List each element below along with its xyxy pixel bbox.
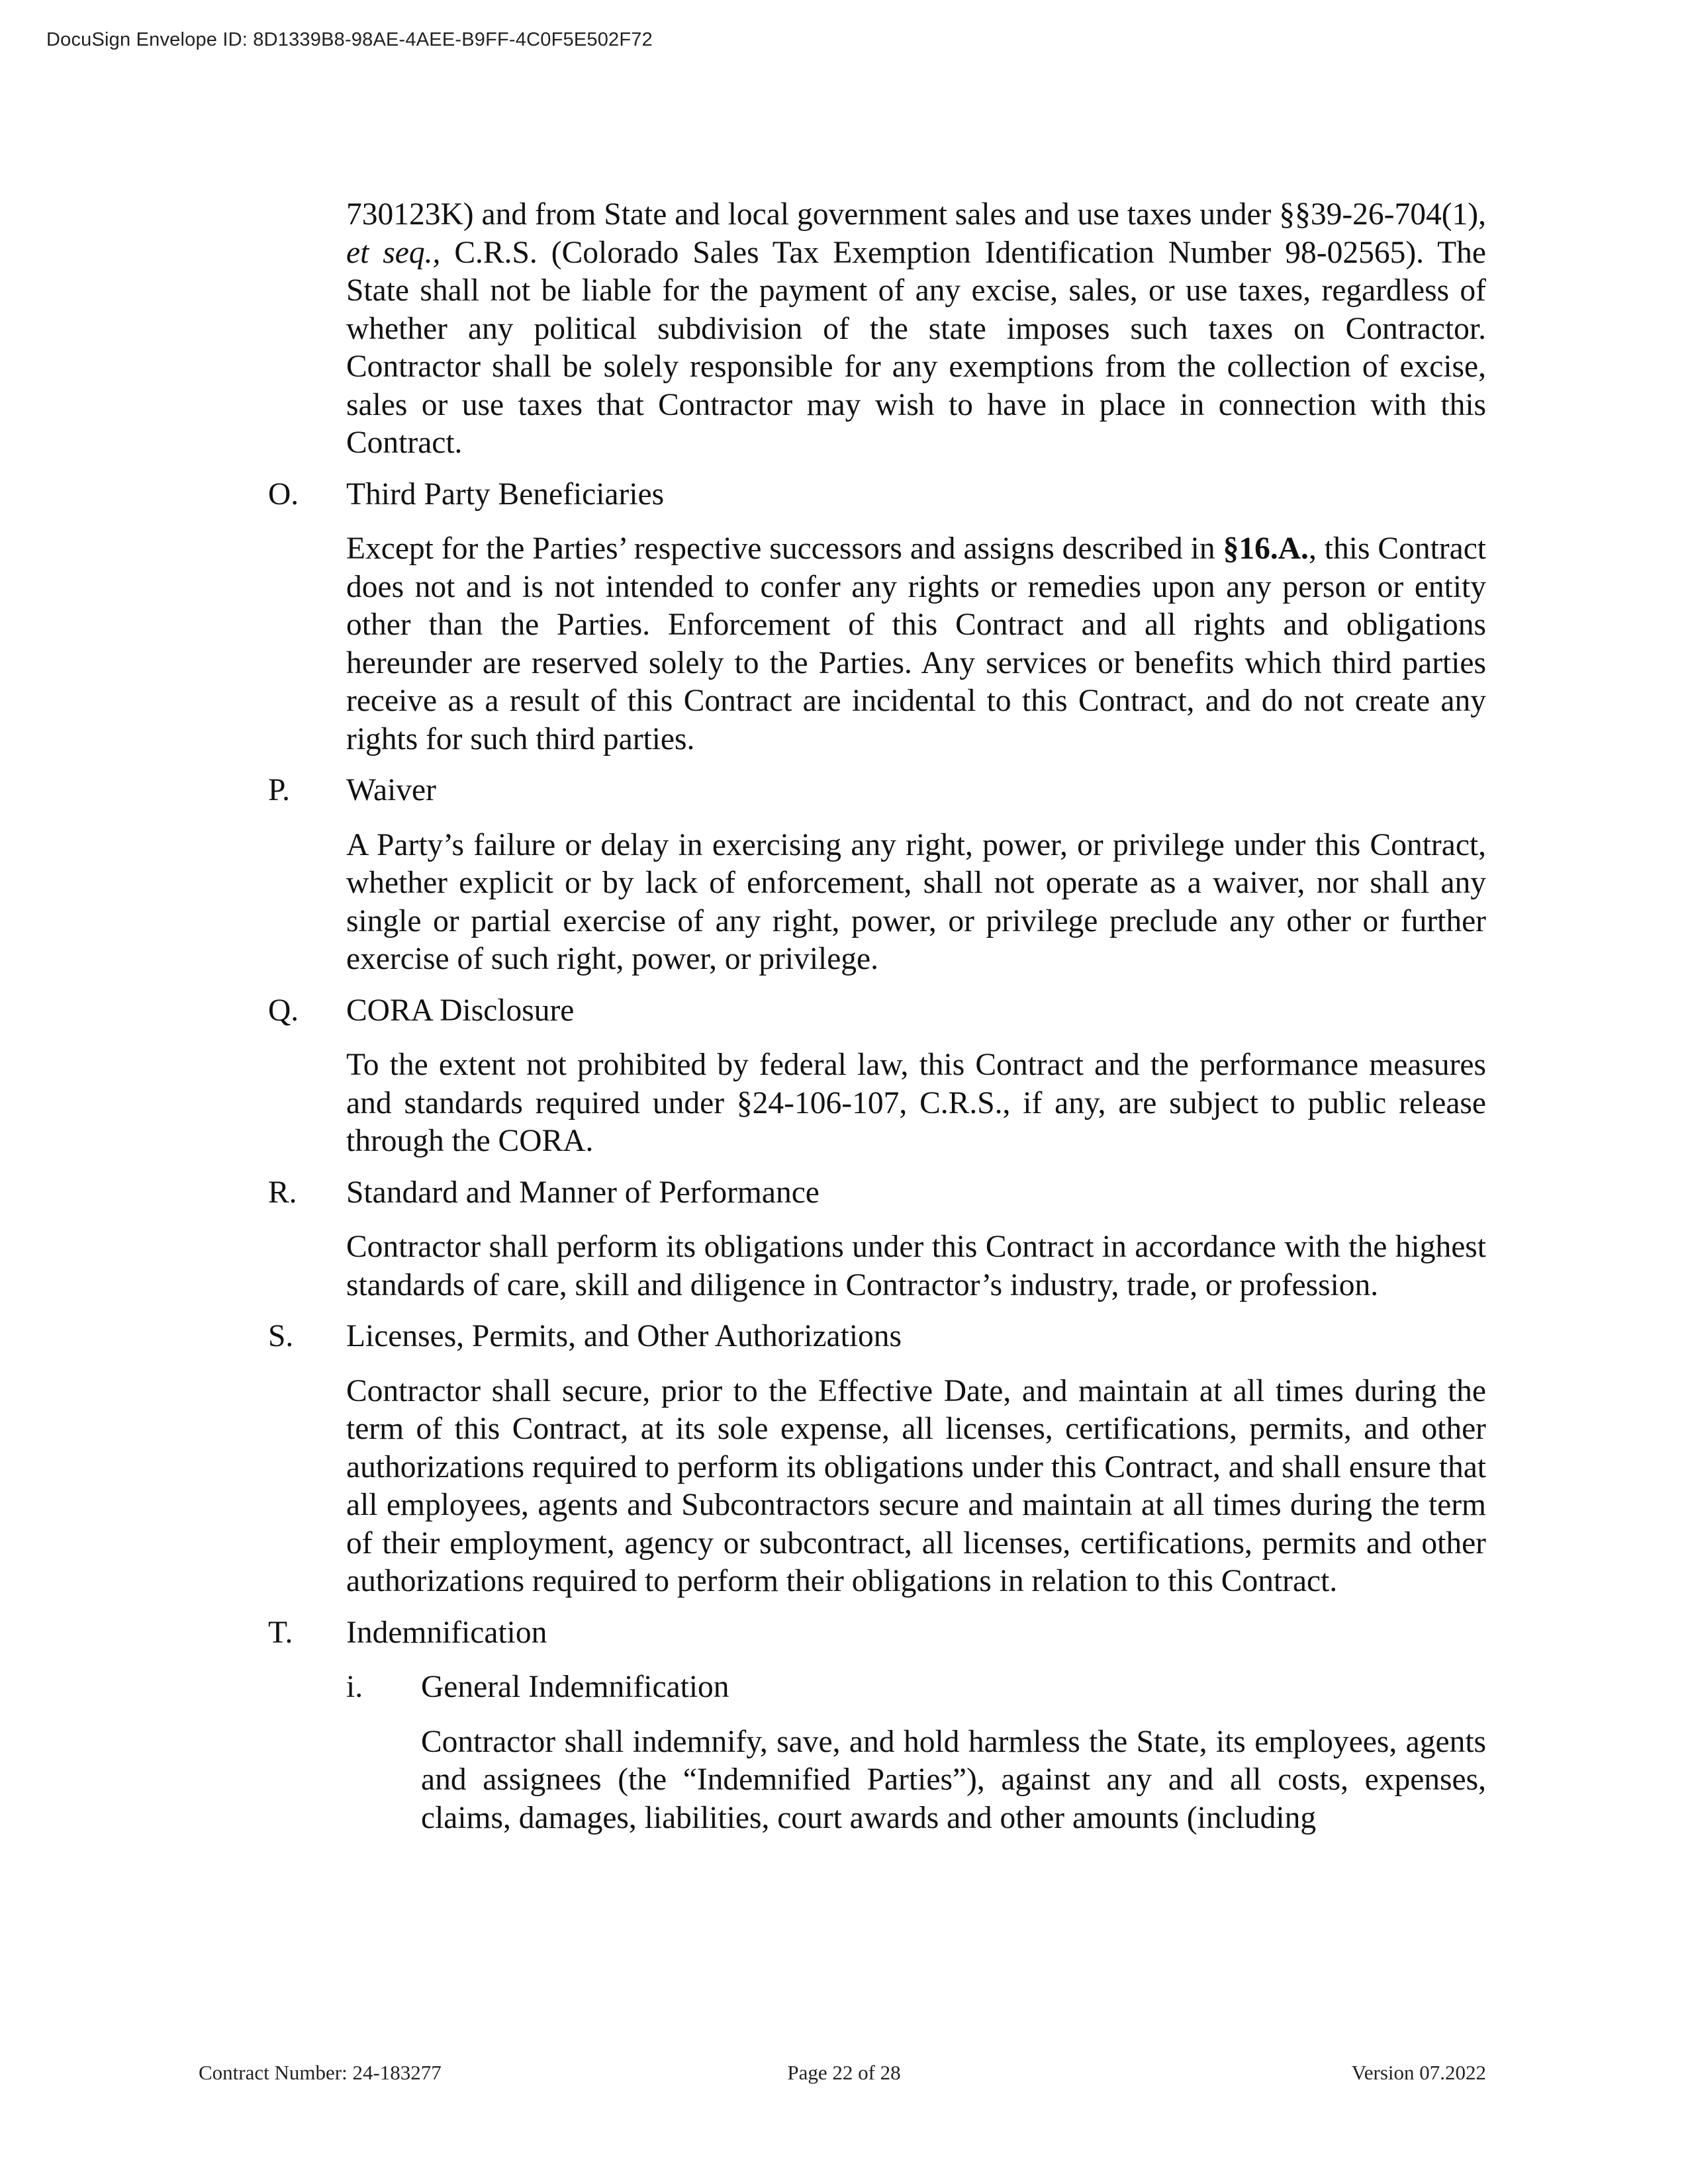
section-paragraph: Contractor shall perform its obligations under this Contract in accordance with the highest standards of care, skill and diligence in Contractor’s industry, trade, or profession. xyxy=(346,1230,1486,1302)
subsection-heading xyxy=(346,1668,1486,1707)
footer-page-number: Page 22 of 28 xyxy=(787,2061,901,2084)
section-paragraph xyxy=(346,530,1486,758)
section-letter: S. xyxy=(268,1319,294,1353)
section-letter: T. xyxy=(268,1615,293,1650)
subsection-number: i. xyxy=(346,1670,363,1704)
section-heading xyxy=(268,476,1486,514)
continuation-text-2: C.R.S. (Colorado Sales Tax Exemption Identification Number 98-02565). The State shall not be liable for the payment of any excise, sales, or use taxes, regardless of whether any political subdivision of the state imposes such taxes on Contractor. Contractor shall be solely responsible for any exemptions from the collection of excise, sales or use taxes that Contractor may wish to have in place in connection with this Contract. xyxy=(346,235,1486,460)
section-o xyxy=(268,476,1486,759)
section-title: CORA Disclosure xyxy=(346,993,575,1028)
section-reference: §16.A. xyxy=(1223,531,1309,566)
section-text: Except for the Parties’ respective successors and assigns described in xyxy=(346,531,1223,566)
section-paragraph: Contractor shall secure, prior to the Effective Date, and maintain at all times during the term of this Contract, at its sole expense, all licenses, certifications, permits, and other authorizations required to perform its obligations under this Contract, and shall ensure that all employees, agents and Subcontractors secure and maintain at all times during the term of their employment, agency or subcontract, all licenses, certifications, permits and other authorizations required to perform their obligations in relation to this Contract. xyxy=(346,1373,1486,1598)
section-title: Indemnification xyxy=(346,1615,547,1650)
section-s xyxy=(268,1318,1486,1601)
continuation-text-1: 730123K) and from State and local government sales and use taxes under §§39-26-704(1), xyxy=(346,197,1486,232)
section-r xyxy=(268,1174,1486,1305)
section-t xyxy=(268,1614,1486,1838)
section-letter: P. xyxy=(268,773,291,807)
footer-version: Version 07.2022 xyxy=(1351,2061,1486,2084)
document-body xyxy=(268,196,1486,1837)
subsection-paragraph: Contractor shall indemnify, save, and hold harmless the State, its employees, agents and assignees (the “Indemnified Parties”), against any and all costs, expenses, claims, damages, liabilities, court awards and other amounts (including xyxy=(421,1724,1486,1835)
section-heading xyxy=(268,1174,1486,1212)
section-title: Third Party Beneficiaries xyxy=(346,477,665,512)
section-letter: R. xyxy=(268,1175,297,1210)
continuation-paragraph xyxy=(346,196,1486,463)
section-paragraph: A Party’s failure or delay in exercising any right, power, or privilege under this Contract, whether explicit or by lack of enforcement, shall not operate as a waiver, nor shall any single or partial exercise of any right, power, or privilege preclude any other or further exercise of such right, power, or privilege. xyxy=(346,827,1486,976)
continuation-italic: et seq., xyxy=(346,235,441,270)
subsection-title: General Indemnification xyxy=(421,1670,729,1704)
envelope-id: DocuSign Envelope ID: 8D1339B8-98AE-4AEE-B9FF-4C0F5E502F72 xyxy=(46,29,653,50)
section-heading xyxy=(268,1614,1486,1653)
section-paragraph: To the extent not prohibited by federal law, this Contract and the performance measures and standards required under §24-106-107, C.R.S., if any, are subject to public release through the CORA. xyxy=(346,1048,1486,1158)
section-heading xyxy=(268,772,1486,810)
section-letter: O. xyxy=(268,477,299,512)
section-heading xyxy=(268,992,1486,1030)
section-p xyxy=(268,772,1486,979)
section-heading xyxy=(268,1318,1486,1356)
section-letter: Q. xyxy=(268,993,299,1028)
section-title: Waiver xyxy=(346,773,436,807)
section-text: , this Contract does not and is not intended to confer any rights or remedies upon any person or entity other than the Parties. Enforcement of this Contract and all rights and obligations hereunder are reserved solely to the Parties. Any services or benefits which third parties receive as a result of this Contract are incidental to this Contract, and do not create any rights for such third parties. xyxy=(346,531,1486,756)
footer-contract-number: Contract Number: 24-183277 xyxy=(199,2061,442,2084)
section-q xyxy=(268,992,1486,1161)
section-title: Licenses, Permits, and Other Authorizations xyxy=(346,1319,902,1353)
section-title: Standard and Manner of Performance xyxy=(346,1175,820,1210)
